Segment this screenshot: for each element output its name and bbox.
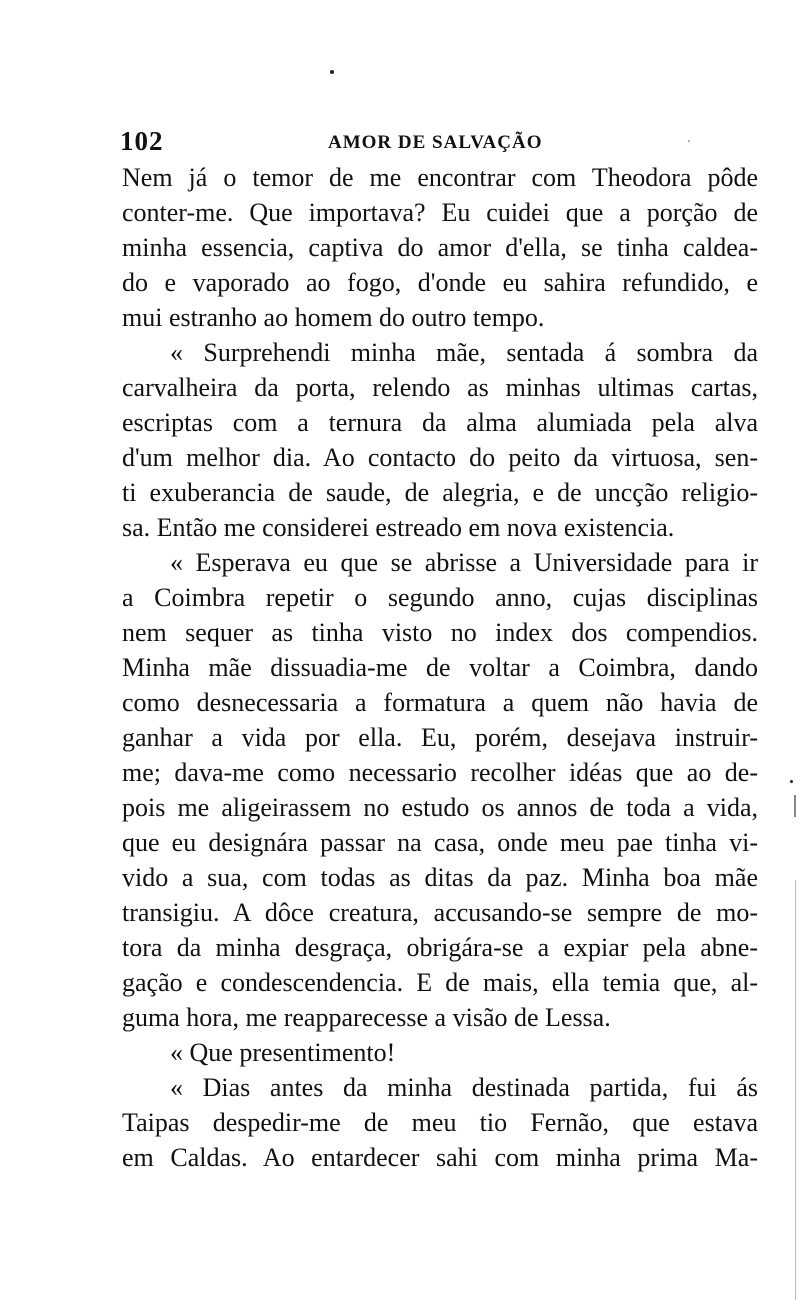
text-line: transigiu. A dôce creatura, accusando-se sempre de mo-: [122, 898, 758, 927]
text-line: do e vaporado ao fogo, d'onde eu sahira refundido, e: [122, 268, 758, 297]
text-line: d'um melhor dia. Ao contacto do peito da virtuosa, sen-: [122, 443, 758, 472]
text-line: a Coimbra repetir o segundo anno, cujas disciplinas: [122, 583, 758, 612]
text-line: « Que presentimento!: [170, 1038, 396, 1067]
text-line: Minha mãe dissuadia-me de voltar a Coimbra, dando: [122, 653, 758, 682]
text-line: « Dias antes da minha destinada partida, fui ás: [170, 1073, 758, 1102]
text-line: me; dava-me como necessario recolher idéas que ao de-: [122, 758, 758, 787]
ink-speck: [330, 70, 334, 74]
text-line: nem sequer as tinha visto no index dos compendios.: [122, 618, 758, 647]
text-line: escriptas com a ternura da alma alumiada pela alva: [122, 408, 758, 437]
book-title: AMOR DE SALVAÇÃO: [328, 132, 543, 153]
text-line: guma hora, me reapparecesse a visão de Lessa.: [122, 1003, 611, 1032]
running-head: [120, 126, 760, 156]
text-line: conter-me. Que importava? Eu cuidei que a porção de: [122, 198, 758, 227]
body-text: [122, 160, 758, 1175]
text-line: ti exuberancia de saude, de alegria, e de uncção religio-: [122, 478, 758, 507]
text-line: mui estranho ao homem do outro tempo.: [122, 303, 545, 332]
page-number: 102: [120, 126, 164, 156]
page-edge-mark: [795, 880, 796, 1300]
text-line: em Caldas. Ao entardecer sahi com minha prima Ma-: [122, 1143, 758, 1172]
text-line: minha essencia, captiva do amor d'ella, se tinha caldea-: [122, 233, 758, 262]
text-line: ganhar a vida por ella. Eu, porém, desejava instruir-: [122, 723, 758, 752]
text-line: como desnecessaria a formatura a quem não havia de: [122, 688, 758, 717]
text-line: sa. Então me considerei estreado em nova existencia.: [122, 513, 675, 542]
text-line: gação e condescendencia. E de mais, ella temia que, al-: [122, 968, 758, 997]
text-line: « Esperava eu que se abrisse a Universidade para ir: [170, 548, 758, 577]
text-line: tora da minha desgraça, obrigára-se a expiar pela abne-: [122, 933, 758, 962]
text-line: vido a sua, com todas as ditas da paz. Minha boa mãe: [122, 863, 758, 892]
text-line: Taipas despedir-me de meu tio Fernão, que estava: [122, 1108, 758, 1137]
text-line: « Surprehendi minha mãe, sentada á sombra da: [170, 338, 758, 367]
ink-speck: [790, 780, 793, 783]
text-line: pois me aligeirassem no estudo os annos de toda a vida,: [122, 793, 758, 822]
text-line: carvalheira da porta, relendo as minhas ultimas cartas,: [122, 373, 758, 402]
text-line: que eu designára passar na casa, onde meu pae tinha vi-: [122, 828, 758, 857]
page-edge-mark: [794, 795, 796, 817]
text-line: Nem já o temor de me encontrar com Theodora pôde: [122, 163, 758, 192]
